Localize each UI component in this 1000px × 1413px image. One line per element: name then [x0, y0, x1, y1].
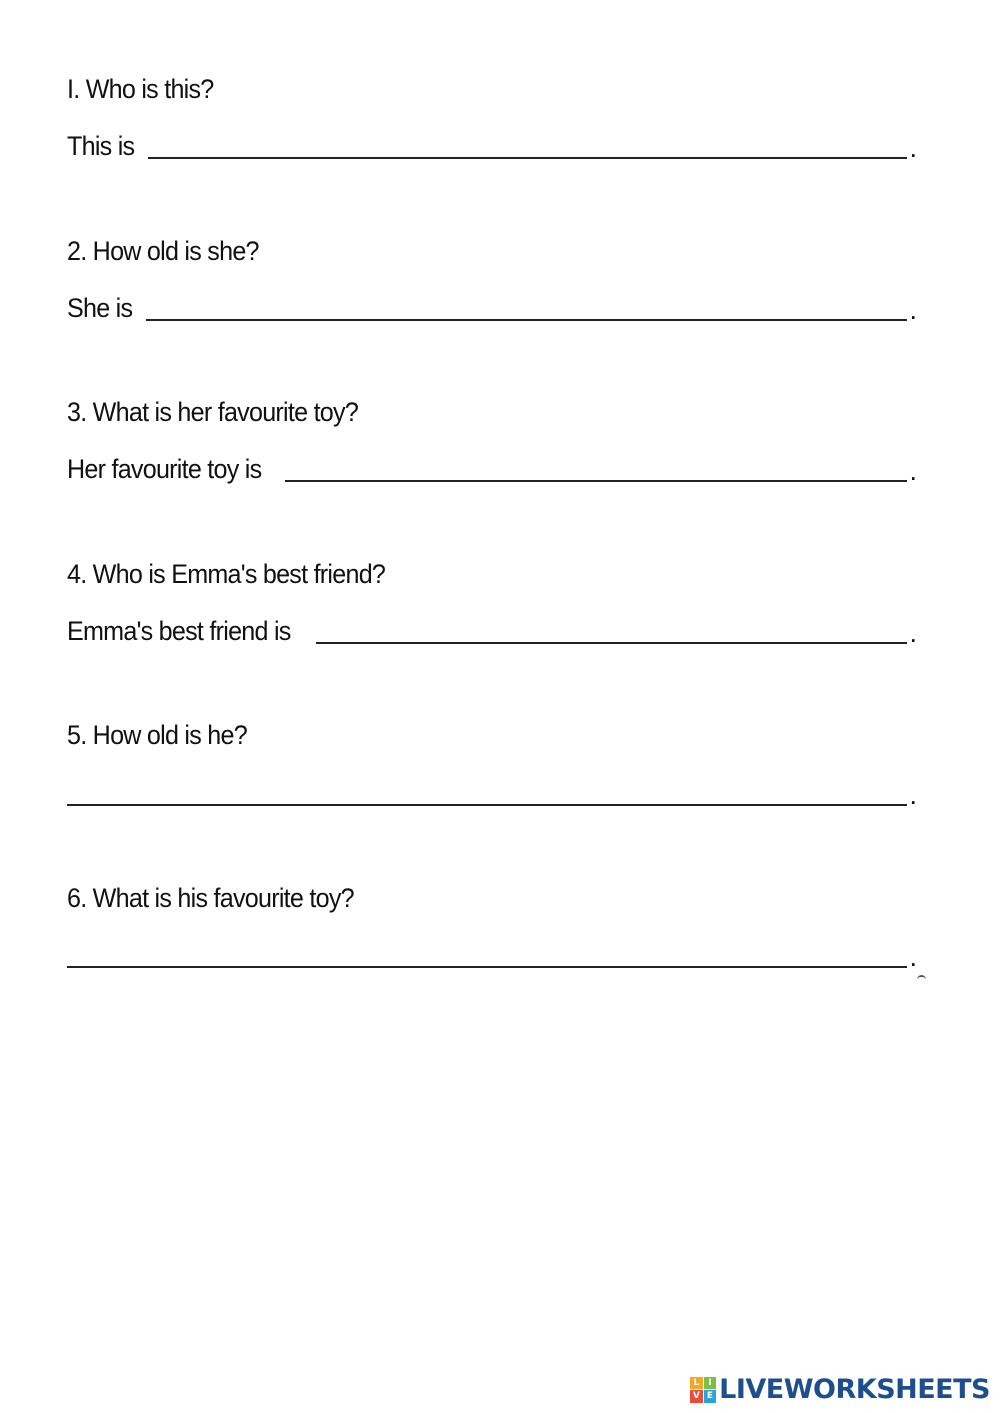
answer-prefix-2: She is: [67, 293, 133, 323]
answer-end-mark-4: .: [909, 618, 917, 648]
answer-row-4: [67, 610, 917, 650]
logo-letter-i: I: [704, 1377, 717, 1390]
answer-row-5: [67, 772, 917, 812]
answer-blank-1[interactable]: [148, 123, 907, 159]
answer-blank-5[interactable]: [67, 770, 907, 806]
question-2: 2. How old is she?: [67, 236, 259, 266]
answer-row-6: [67, 934, 917, 974]
answer-end-mark-5: .: [909, 780, 917, 810]
answer-end-mark-3: .: [909, 456, 917, 486]
brand-name: LIVEWORKSHEETS: [719, 1374, 990, 1405]
answer-blank-3[interactable]: [285, 446, 907, 482]
question-3: 3. What is her favourite toy?: [67, 397, 359, 427]
answer-blank-6[interactable]: [67, 932, 907, 968]
answer-row-3: [67, 448, 917, 488]
answer-prefix-4: Emma's best friend is: [67, 616, 291, 646]
answer-blank-2[interactable]: [146, 285, 907, 321]
answer-prefix-3: Her favourite toy is: [67, 454, 262, 484]
answer-blank-4[interactable]: [316, 608, 907, 644]
logo-letter-v: V: [690, 1390, 703, 1403]
answer-prefix-1: This is: [67, 131, 135, 161]
answer-end-mark-1: .: [909, 133, 917, 163]
logo-letter-e: E: [704, 1390, 717, 1403]
question-6: 6. What is his favourite toy?: [67, 883, 354, 913]
question-4: 4. Who is Emma's best friend?: [67, 559, 386, 589]
logo-letter-l: L: [690, 1377, 703, 1390]
liveworksheets-logo-icon: [690, 1377, 716, 1403]
answer-row-1: [67, 125, 917, 165]
question-1: I. Who is this?: [67, 74, 214, 104]
answer-end-mark-6: .: [909, 942, 917, 972]
question-5: 5. How old is he?: [67, 720, 247, 750]
answer-row-2: [67, 287, 917, 327]
answer-end-mark-2: .: [909, 295, 917, 325]
stray-pen-mark: [917, 975, 926, 984]
liveworksheets-brand: [690, 1374, 990, 1405]
